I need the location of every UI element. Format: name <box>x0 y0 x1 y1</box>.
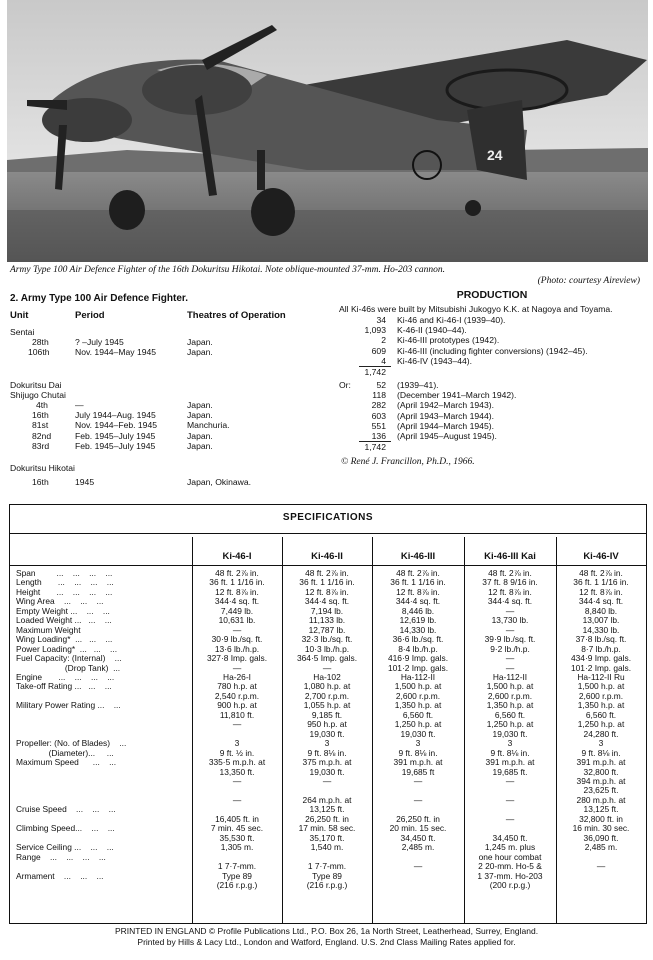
column-header: Ki-46-IV <box>583 551 619 562</box>
group-label: Sentai <box>10 327 35 337</box>
production-total <box>339 442 645 453</box>
unit-name: 83rd <box>32 440 50 451</box>
header-unit: Unit <box>10 310 29 321</box>
production-count: 2 <box>381 335 386 346</box>
production-total <box>339 367 645 378</box>
table-rule <box>10 533 646 534</box>
units-header <box>10 311 335 327</box>
production-row <box>339 411 645 421</box>
production-title: PRODUCTION <box>456 289 528 301</box>
column-header: Ki-46-III <box>400 551 436 562</box>
header-period: Period <box>75 310 105 321</box>
unit-period: 1945 <box>75 477 95 488</box>
production-count: 34 <box>376 315 386 325</box>
spec-values: 48 ft. 2⅞ in. 36 ft. 1 1/16 in. 12 ft. 8⅞ in. 344·4 sq. ft. 7,194 lb. 11,133 lb. 12,787 lb. 32·3 lb./sq. ft. 10·3 lb./h.p. 364·5 Imp. gals. — Ha-102 1,080 h.p. at 2,700 r.p.m. 1,055 h.p. at 9,185 ft. 950 h.p. at 19,030 ft. 3 9 ft. 8⅛ in. 375 m.p.h. at 19,030 ft. — 264 m.p.h. at 13,125 ft. 26,250 ft. in 17 min. 58 sec. 35,170 ft. 1,540 m. 1 7·7-mm. Type 89 (216 r.p.g.) <box>296 568 358 890</box>
photo-caption <box>10 265 640 287</box>
production-desc: (April 1943–March 1944). <box>397 410 494 421</box>
aircraft-photo <box>7 0 648 262</box>
photo-credit: (Photo: courtesy Aireview) <box>537 276 640 286</box>
units-table <box>10 311 335 487</box>
unit-theatre: Manchuria. <box>187 420 230 431</box>
column-header: Ki-46-II <box>311 551 343 562</box>
production-row <box>339 346 645 356</box>
footer-line: PRINTED IN ENGLAND © Profile Publications Ltd., P.O. Box 26, 1a North Street, Leatherhead, Surrey, England. <box>114 926 539 936</box>
unit-period: — <box>75 399 84 410</box>
unit-period: ? –July 1945 <box>75 337 124 348</box>
production-row <box>339 335 645 345</box>
unit-row <box>10 420 335 430</box>
production-desc: Ki-46 and Ki-46-I (1939–40). <box>397 315 506 325</box>
production-desc: Ki-46-IV (1943–44). <box>397 355 472 366</box>
production-count: 609 <box>371 345 386 356</box>
unit-theatre: Japan. <box>187 347 213 358</box>
unit-period: July 1944–Aug. 1945 <box>75 410 156 421</box>
unit-theatre: Japan. <box>187 440 213 451</box>
production-row <box>339 431 645 441</box>
production-count: 603 <box>371 410 386 421</box>
production-row <box>339 356 645 366</box>
unit-theatre: Japan. <box>187 399 213 410</box>
production-row <box>339 421 645 431</box>
production-desc: K-46-II (1940–44). <box>397 325 467 336</box>
unit-name: 81st <box>32 420 49 431</box>
unit-theatre: Japan. <box>187 430 213 441</box>
production-desc: (1939–41). <box>397 379 439 390</box>
unit-row <box>10 410 335 420</box>
production-count: 282 <box>371 400 386 411</box>
specifications-table <box>9 504 647 924</box>
unit-row <box>10 400 335 410</box>
unit-period: Feb. 1945–July 1945 <box>75 430 156 441</box>
unit-name: 16th <box>32 477 49 488</box>
unit-row <box>10 441 335 451</box>
production-count: 1,093 <box>364 325 386 336</box>
tail-number: 24 <box>487 147 503 163</box>
total-value: 1,742 <box>364 366 386 377</box>
caption-text: Army Type 100 Air Defence Fighter of the 16th Dokuritsu Hikotai. Note oblique-mounted 37-mm. Ho-203 cannon. <box>10 265 445 275</box>
column-header: Ki-46-III Kai <box>484 551 536 562</box>
unit-row <box>10 431 335 441</box>
unit-theatre: Japan. <box>187 410 213 421</box>
unit-name: 106th <box>28 347 50 358</box>
unit-row <box>10 337 335 347</box>
unit-name: 28th <box>32 337 49 348</box>
unit-row <box>10 347 335 357</box>
production-desc: (December 1941–March 1942). <box>397 390 517 401</box>
production-intro: All Ki-46s were built by Mitsubishi Jukogyo K.K. at Nagoya and Toyama. <box>339 304 613 314</box>
copyright: © René J. Francillon, Ph.D., 1966. <box>341 457 475 468</box>
spec-values: 48 ft. 2⅞ in. 36 ft. 1 1/16 in. 12 ft. 8⅞ in. 344·4 sq. ft. 7,449 lb. 10,631 lb. — 30·9 lb./sq. ft. 13·6 lb./h.p. 327·8 Imp. gals. — Ha-26-I 780 h.p. at 2,540 r.p.m. 900 h.p. at 11,810 ft. — 3 9 ft. ½ in. 335·5 m.p.h. at 13,350 ft. — — 16,405 ft. in 7 min. 45 sec. 35,530 ft. 1,305 m. 1 7·7-mm. Type 89 (216 r.p.g.) <box>206 568 268 890</box>
spec-labels: Span ... ... ... ... Length ... ... ... ... Height ... ... ... ... Wing Area ... ... ... Empty Weight ... ... ... Loaded Weight ... ... ... Maximum Weight Wing Loading* ... ... ... Power Loading* ... ... ... Fuel Capacity: (Internal) ... (Drop Tank) ... Engine ... ... ... ... Take-off Rating ... ... ... Military Power Rating ... ... Propeller: (No. of Blades) ... (Diameter)... ... Maximum Speed ... ... Cruise Speed ... ... ... Climbing Speed... ... ... Service Ceiling ... ... ... Range ... ... ... ... Armament ... ... ... <box>16 568 127 881</box>
production-section <box>339 290 645 467</box>
production-desc: (April 1942–March 1943). <box>397 400 494 411</box>
spec-values: 48 ft. 2⅞ in. 36 ft. 1 1/16 in. 12 ft. 8⅞ in. 344·4 sq. ft. 8,840 lb. 13,007 lb. 14,330 lb. 37·8 lb./sq. ft. 8·7 lb./h.p. 434·9 Imp. gals. 101·2 Imp. gals. Ha-112-II Ru 1,500 h.p. at 2,600 r.p.m. 1,350 h.p. at 6,560 ft. 1,250 h.p. at 24,280 ft. 3 9 ft. 8⅛ in. 391 m.p.h. at 32,800 ft. 394 m.p.h. at 23,625 ft. 280 m.p.h. at 13,125 ft. 32,800 ft. in 16 min. 30 sec. 36,090 ft. 2,485 m. — <box>570 568 632 872</box>
production-count: 136 <box>371 430 386 441</box>
column-header: Ki-46-I <box>222 551 252 562</box>
unit-period: Feb. 1945–July 1945 <box>75 440 156 451</box>
header-theatres: Theatres of Operation <box>187 310 286 321</box>
production-desc: Ki-46-III prototypes (1942). <box>397 335 500 346</box>
unit-name: 4th <box>36 399 48 410</box>
group-label: Dokuritsu Hikotai <box>10 462 75 473</box>
specifications-title: SPECIFICATIONS <box>282 512 374 523</box>
unit-theatre: Japan. <box>187 337 213 348</box>
production-count: 551 <box>371 420 386 431</box>
production-row <box>339 380 645 390</box>
spec-values: 48 ft. 2⅞ in. 37 ft. 8 9/16 in. 12 ft. 8⅞ in. 344·4 sq. ft. — 13,730 lb. — 39·9 lb./sq. ft. 9·2 lb./h.p. — — Ha-112-II 1,500 h.p. at 2,600 r.p.m. 1,350 h.p. at 6,560 ft. 1,250 h.p. at 19,030 ft. 3 9 ft. 8⅛ in. 391 m.p.h. at 19,685 ft. — — — 34,450 ft. 1,245 m. plus one hour combat 2 20-mm. Ho-5 & 1 37-mm. Ho-203 (200 r.p.g.) <box>477 568 543 890</box>
unit-period: Nov. 1944–Feb. 1945 <box>75 420 158 431</box>
production-count: 4 <box>381 355 386 366</box>
group-label: Shijugo Chutai <box>10 389 66 400</box>
total-value: 1,742 <box>364 442 386 453</box>
production-row <box>339 390 645 400</box>
group-label: Dokuritsu Dai <box>10 379 62 390</box>
production-desc: (April 1944–March 1945). <box>397 420 494 431</box>
production-row <box>339 400 645 410</box>
unit-theatre: Japan, Okinawa. <box>187 477 252 488</box>
unit-name: 16th <box>32 410 49 421</box>
spec-values: 48 ft. 2⅞ in. 36 ft. 1 1/16 in. 12 ft. 8⅞ in. 344·4 sq. ft. 8,446 lb. 12,619 lb. 14,330 lb. 36·6 lb./sq. ft. 8·4 lb./h.p. 416·9 Imp. gals. 101·2 Imp. gals. Ha-112-II 1,500 h.p. at 2,600 r.p.m. 1,350 h.p. at 6,560 ft. 1,250 h.p. at 19,030 ft. 3 9 ft. 8⅛ in. 391 m.p.h. at 19,685 ft — — 26,250 ft. in 20 min. 15 sec. 34,450 ft. 2,485 m. — <box>387 568 449 872</box>
printer-footer <box>0 926 653 947</box>
production-row <box>339 325 645 335</box>
unit-name: 82nd <box>32 430 52 441</box>
or-label: Or: <box>339 379 351 390</box>
production-desc: (April 1945–August 1945). <box>397 430 497 441</box>
section-title: 2. Army Type 100 Air Defence Fighter. <box>10 293 189 304</box>
production-desc: Ki-46-III (including fighter conversions) (1942–45). <box>397 345 588 356</box>
footer-line: Printed by Hills & Lacy Ltd., London and Watford, England. U.S. 2nd Class Mailing Rates applied for. <box>137 936 516 947</box>
production-row <box>339 315 645 325</box>
production-count: 118 <box>372 390 386 401</box>
aircraft-photo-drawing <box>7 0 648 262</box>
production-count: 52 <box>376 379 386 390</box>
unit-period: Nov. 1944–May 1945 <box>75 347 157 358</box>
table-rule <box>10 565 646 566</box>
unit-row <box>10 477 335 487</box>
